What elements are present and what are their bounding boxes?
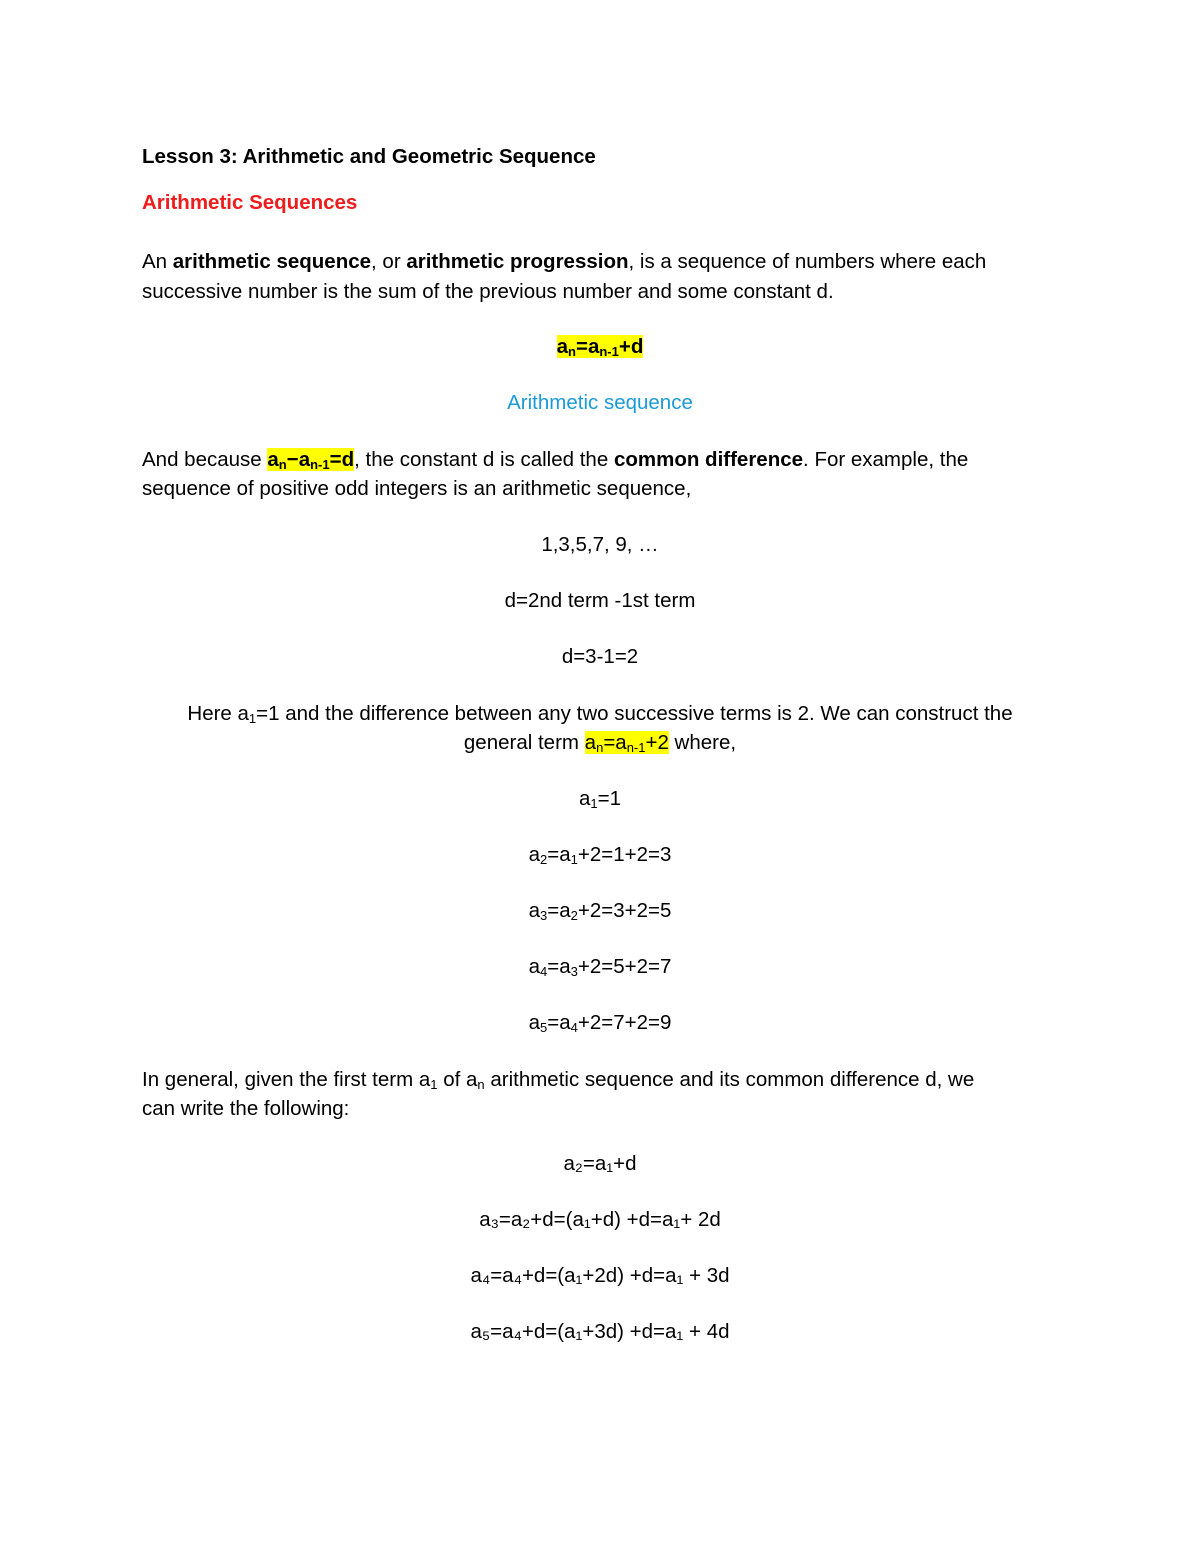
term-arithmetic-progression: arithmetic progression [406, 250, 629, 273]
definition-line-1: An arithmetic sequence, or arithmetic progression, is a sequence of numbers where each [142, 250, 987, 273]
d-rule: d=2nd term -1st term [504, 589, 696, 612]
term-common-difference: common difference [613, 448, 804, 471]
common-difference-line-2: sequence of positive odd integers is an arithmetic sequence, [142, 477, 692, 500]
common-difference-line-1: And because $a_n-a_{n-1}=d$, the constant d is called the common difference. For example, the [142, 448, 969, 472]
difference-formula: $a_n-a_{n-1}=d$ [267, 448, 355, 472]
definition-line-2: successive number is the sum of the previous number and some constant d. [142, 280, 834, 303]
general-term-formula: $a_n=a_{n-1}+2$ [584, 731, 669, 755]
here-line-2: general term $a_n=a_{n-1}+2$ where, [463, 731, 737, 755]
lesson-title: Lesson 3: Arithmetic and Geometric Sequence [142, 145, 596, 168]
step-a5: $a_5=a_4+2=7+2=9$ [528, 1011, 672, 1035]
example-sequence: 1,3,5,7, 9, … [541, 533, 659, 556]
general-step-a4: a₄=a₄+d=(a₁+2d) +d=a₁ + 3d [470, 1264, 730, 1287]
general-step-a2: a₂=a₁+d [563, 1152, 637, 1175]
general-line-2: can write the following: [142, 1097, 350, 1120]
section-heading: Arithmetic Sequences [142, 191, 358, 214]
step-a2: $a_2=a_1+2=1+2=3$ [528, 843, 672, 867]
term-arithmetic-sequence: arithmetic sequence [172, 250, 372, 273]
step-a4: $a_4=a_3+2=5+2=7$ [528, 955, 672, 979]
general-line-1: In general, given the first term $a_1$ of $a_n$ arithmetic sequence and its common difference d, we [142, 1068, 975, 1092]
recursive-formula: $a_n=a_{n-1}+d$ [556, 335, 644, 359]
general-step-a5: a₅=a₄+d=(a₁+3d) +d=a₁ + 4d [470, 1320, 730, 1343]
formula-caption: Arithmetic sequence [507, 391, 693, 414]
general-step-a3: a₃=a₂+d=(a₁+d) +d=a₁+ 2d [479, 1208, 721, 1231]
step-a1: $a_1=1$ [578, 787, 621, 811]
here-line-1: Here $a_1=1$ and the difference between any two successive terms is 2. We can construct the [187, 702, 1013, 726]
step-a3: $a_3=a_2+2=3+2=5$ [528, 899, 672, 923]
d-calculation: d=3-1=2 [561, 645, 639, 668]
